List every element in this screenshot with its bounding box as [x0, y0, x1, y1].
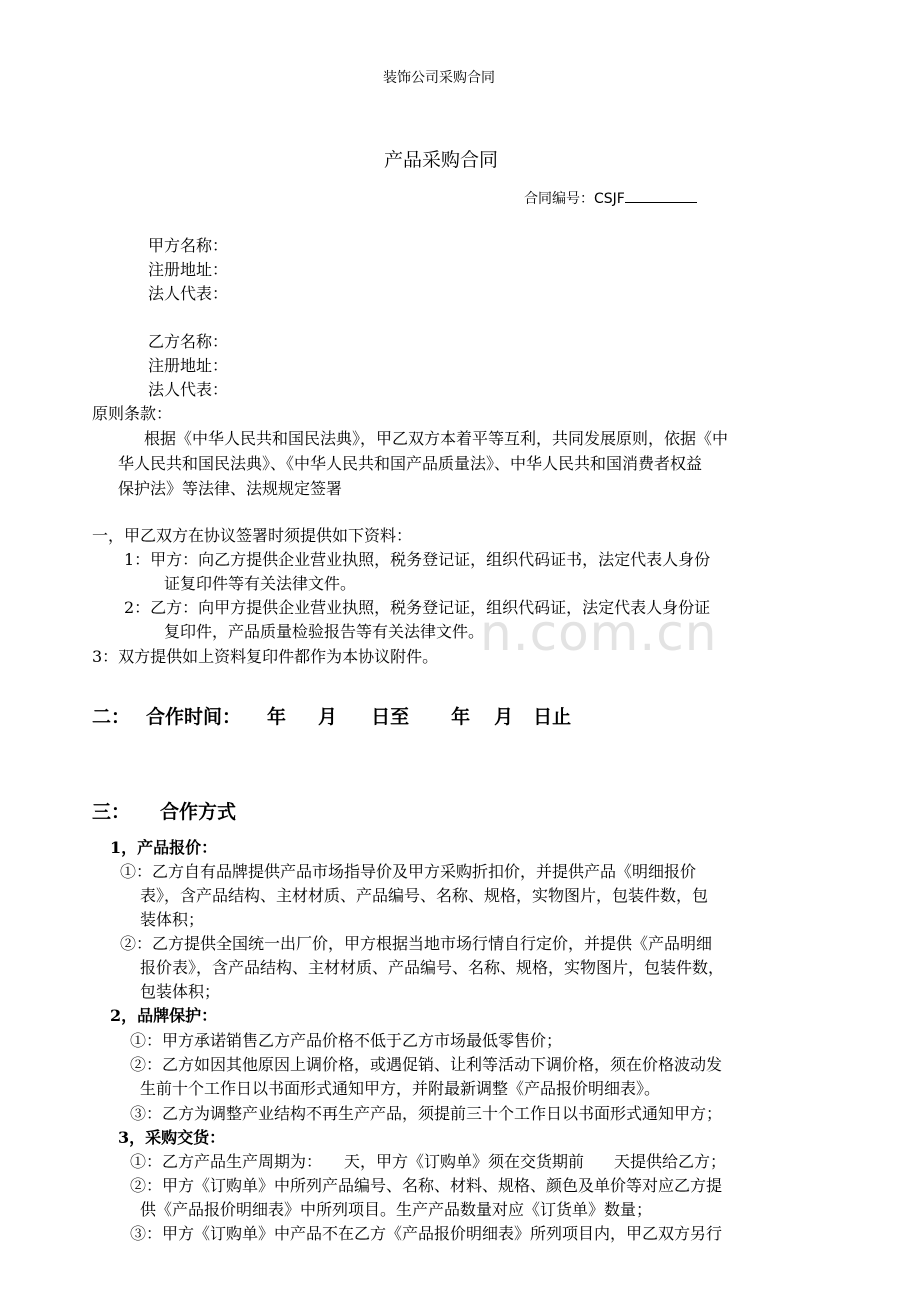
sub2-item: ③：乙方为调整产业结构不再生产产品，须提前三十个工作日以书面形式通知甲方； [130, 1104, 723, 1123]
cycle-end: 天提供给乙方； [614, 1152, 727, 1171]
section1-item: 证复印件等有关法律文件。 [164, 574, 357, 593]
contract-number-prefix: CSJF [594, 191, 625, 207]
section1-item: 2：乙方：向甲方提供企业营业执照，税务登记证，组织代码证，法定代表人身份证 [124, 598, 711, 617]
party-b-rep: 法人代表： [148, 380, 229, 399]
principles-line: 华人民共和国民法典》、《中华人民共和国产品质量法》、中华人民共和国消费者权益 [118, 454, 703, 473]
contract-number-label: 合同编号： [524, 191, 594, 207]
sub2-item: ①：甲方承诺销售乙方产品价格不低于乙方市场最低零售价； [130, 1031, 563, 1050]
section1-item: 1：甲方：向乙方提供企业营业执照，税务登记证，组织代码证书，法定代表人身份 [124, 550, 711, 569]
sub2-heading: 2，品牌保护： [110, 1006, 218, 1025]
sub1-item: 装体积； [140, 910, 205, 929]
sub3-item: ②：甲方《订购单》中所列产品编号、名称、材料、规格、颜色及单价等对应乙方提 [130, 1176, 723, 1195]
principles-line: 根据《中华人民共和国民法典》，甲乙双方本着平等互利，共同发展原则，依据《中 [144, 429, 729, 448]
section1-heading: 一，甲乙双方在协议签署时须提供如下资料： [92, 526, 413, 545]
party-b-address: 注册地址： [148, 356, 229, 375]
sub1-item: 报价表》，含产品结构、主材材质、产品编号、名称、规格，实物图片，包装件数， [140, 958, 725, 977]
page-header: 装饰公司采购合同 [383, 70, 495, 86]
cycle-middle: 天，甲方《订购单》须在交货期前 [344, 1152, 585, 1171]
section2-label: 合作时间： [146, 706, 242, 728]
sub2-item: ②：乙方如因其他原因上调价格，或遇促销、让利等活动下调价格，须在价格波动发 [130, 1055, 723, 1074]
date-month-from: 月 [318, 706, 338, 728]
party-a-rep: 法人代表： [148, 284, 229, 303]
principles-line: 保护法》等法律、法规规定签署 [118, 479, 343, 498]
sub3-item: 供《产品报价明细表》中所列项目。生产产品数量对应《订货单》数量； [140, 1200, 653, 1219]
sub3-item [130, 1152, 726, 1172]
party-a-address: 注册地址： [148, 260, 229, 279]
sub1-item: 包装体积； [140, 982, 221, 1001]
contract-number-blank [625, 188, 697, 203]
party-b-name: 乙方名称： [148, 332, 229, 351]
sub3-heading: 3，采购交货： [118, 1128, 226, 1147]
sub2-item: 生前十个工作日以书面形式通知甲方，并附最新调整《产品报价明细表》。 [140, 1079, 661, 1098]
sub3-item: ③：甲方《订购单》中产品不在乙方《产品报价明细表》所列项目内，甲乙双方另行 [130, 1224, 723, 1243]
sub1-item: ①：乙方自有品牌提供产品市场指导价及甲方采购折扣价，并提供产品《明细报价 [120, 862, 697, 881]
date-month-to: 月 [494, 706, 514, 728]
date-day-from: 日至 [371, 706, 410, 728]
sub1-item: 表》，含产品结构、主材材质、产品编号、名称、规格，实物图片，包装件数，包 [140, 886, 709, 905]
section3-number: 三： [92, 801, 131, 823]
date-day-to: 日止 [533, 706, 572, 728]
date-year-from: 年 [267, 706, 287, 728]
sub1-item: ②：乙方提供全国统一出厂价，甲方根据当地市场行情自行定价，并提供《产品明细 [120, 934, 713, 953]
party-a-name: 甲方名称： [148, 236, 229, 255]
section2-number: 二： [92, 706, 131, 728]
date-year-to: 年 [451, 706, 471, 728]
section1-item: 复印件，产品质量检验报告等有关法律文件。 [164, 622, 485, 641]
principles-heading: 原则条款： [92, 404, 173, 423]
cycle-label: ①：乙方产品生产周期为： [130, 1152, 323, 1171]
watermark: n.com.cn [480, 604, 718, 662]
section1-item: 3：双方提供如上资料复印件都作为本协议附件。 [92, 647, 439, 666]
sub1-heading: 1，产品报价： [110, 838, 218, 857]
document-title: 产品采购合同 [384, 149, 499, 171]
section3-heading [92, 800, 236, 824]
contract-number [524, 188, 697, 209]
section2-heading [92, 705, 571, 729]
section3-label: 合作方式 [160, 801, 237, 823]
